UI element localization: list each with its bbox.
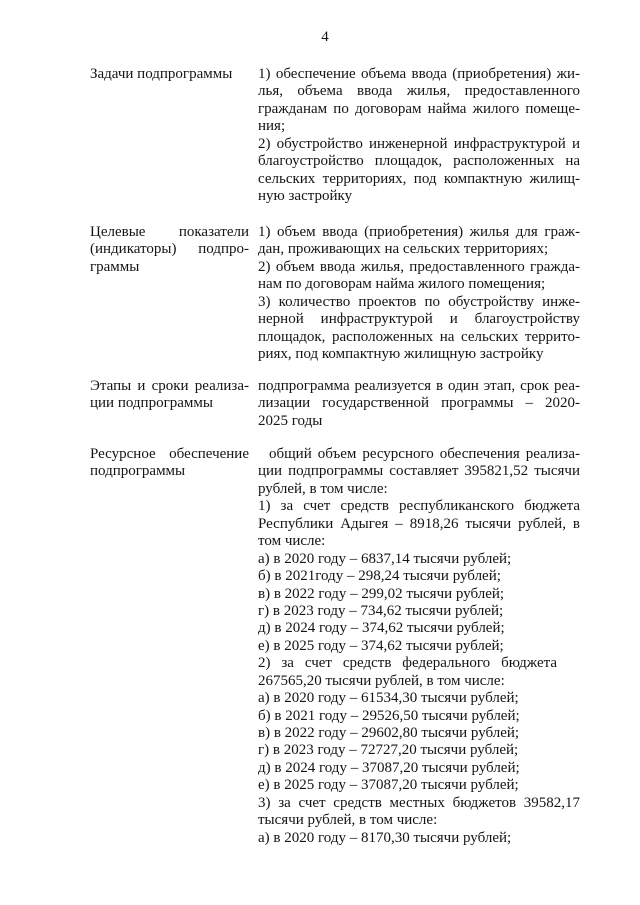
row-label <box>90 378 249 413</box>
label-line: (индикаторы) подпро- <box>90 241 249 258</box>
page-number: 4 <box>321 29 329 45</box>
text-line: 2) обустройство инженерной инфраструктурой и <box>258 135 580 152</box>
row-value <box>258 446 580 847</box>
label-line: ции подпрограммы <box>90 395 213 412</box>
text-line: 2) за счет средств федерального бюджета <box>258 655 557 672</box>
text-line: площадок, расположенных на сельских террито- <box>258 328 580 345</box>
text-line: гражданам по договорам найма жилого помеще- <box>258 100 580 117</box>
text-line: сельских территориях, под компактную жилищ- <box>258 170 580 187</box>
text-line: лья, объема ввода жилья, предоставленного <box>258 83 580 100</box>
row-value <box>258 378 580 430</box>
row-value <box>258 224 580 364</box>
text-line: ную застройку <box>258 188 353 205</box>
text-line: 3) за счет средств местных бюджетов 39582,17 <box>258 794 580 811</box>
text-line: 267565,20 тысячи рублей, в том числе: <box>258 672 505 689</box>
list-item: г) в 2023 году – 734,62 тысячи рублей; <box>258 602 504 619</box>
text-line: тысячи рублей, в том числе: <box>258 812 438 829</box>
text-line: нам по договорам найма жилого помещения; <box>258 276 546 293</box>
label-line: Этапы и сроки реализа- <box>90 378 249 394</box>
text-line: подпрограмма реализуется в один этап, срок реа- <box>258 378 580 394</box>
text-line: 1) за счет средств республиканского бюджета <box>258 498 580 515</box>
text-line: дан, проживающих на сельских территориях; <box>258 241 549 258</box>
list-item: д) в 2024 году – 374,62 тысячи рублей; <box>258 620 505 637</box>
text-line: риях, под компактную жилищную застройку <box>258 346 544 363</box>
list-item: в) в 2022 году – 299,02 тысячи рублей; <box>258 585 505 602</box>
text-line: лизации государственной программы – 2020- <box>258 395 580 412</box>
text-line: том числе: <box>258 533 326 550</box>
list-item: б) в 2021году – 298,24 тысячи рублей; <box>258 568 501 585</box>
label-line: Целевые показатели <box>90 224 249 240</box>
text-line: 1) объем ввода (приобретения) жилья для граж- <box>258 224 580 240</box>
text-line: 2025 годы <box>258 412 323 429</box>
row-value <box>258 66 580 206</box>
text-line: благоустройство площадок, расположенных на <box>258 153 580 170</box>
label-line: граммы <box>90 258 140 275</box>
list-item: е) в 2025 году – 37087,20 тысячи рублей; <box>258 777 519 794</box>
list-item: в) в 2022 году – 29602,80 тысячи рублей; <box>258 725 520 741</box>
list-item: г) в 2023 году – 72727,20 тысячи рублей; <box>258 742 519 759</box>
list-item: б) в 2021 году – 29526,50 тысячи рублей; <box>258 707 520 724</box>
text-line: Республики Адыгея – 8918,26 тысячи рублей, в <box>258 515 580 532</box>
text-line: 3) количество проектов по обустройству инже- <box>258 293 580 310</box>
label-line: Ресурсное обеспечение <box>90 446 249 462</box>
list-item: а) в 2020 году – 61534,30 тысячи рублей; <box>258 690 519 707</box>
text-line: рублей, в том числе: <box>258 480 388 497</box>
text-line: нерной инфраструктурой и благоустройству <box>258 311 580 328</box>
text-line: 1) обеспечение объема ввода (приобретения) жи- <box>258 66 580 82</box>
row-label <box>90 224 249 276</box>
text-line: ции подпрограммы составляет 395821,52 тысячи <box>258 463 580 480</box>
row-label <box>90 66 249 83</box>
text-line: общий объем ресурсного обеспечения реализа- <box>269 446 580 462</box>
text-line: ния; <box>258 118 286 135</box>
label-line: Задачи подпрограммы <box>90 66 233 82</box>
list-item: е) в 2025 году – 374,62 тысячи рублей; <box>258 637 504 654</box>
text-line: 2) объем ввода жилья, предоставленного гражда- <box>258 258 580 275</box>
list-item: д) в 2024 году – 37087,20 тысячи рублей; <box>258 759 520 776</box>
row-label <box>90 446 249 481</box>
list-item: а) в 2020 году – 6837,14 тысячи рублей; <box>258 550 512 567</box>
list-item: а) в 2020 году – 8170,30 тысячи рублей; <box>258 829 512 846</box>
label-line: подпрограммы <box>90 463 186 480</box>
